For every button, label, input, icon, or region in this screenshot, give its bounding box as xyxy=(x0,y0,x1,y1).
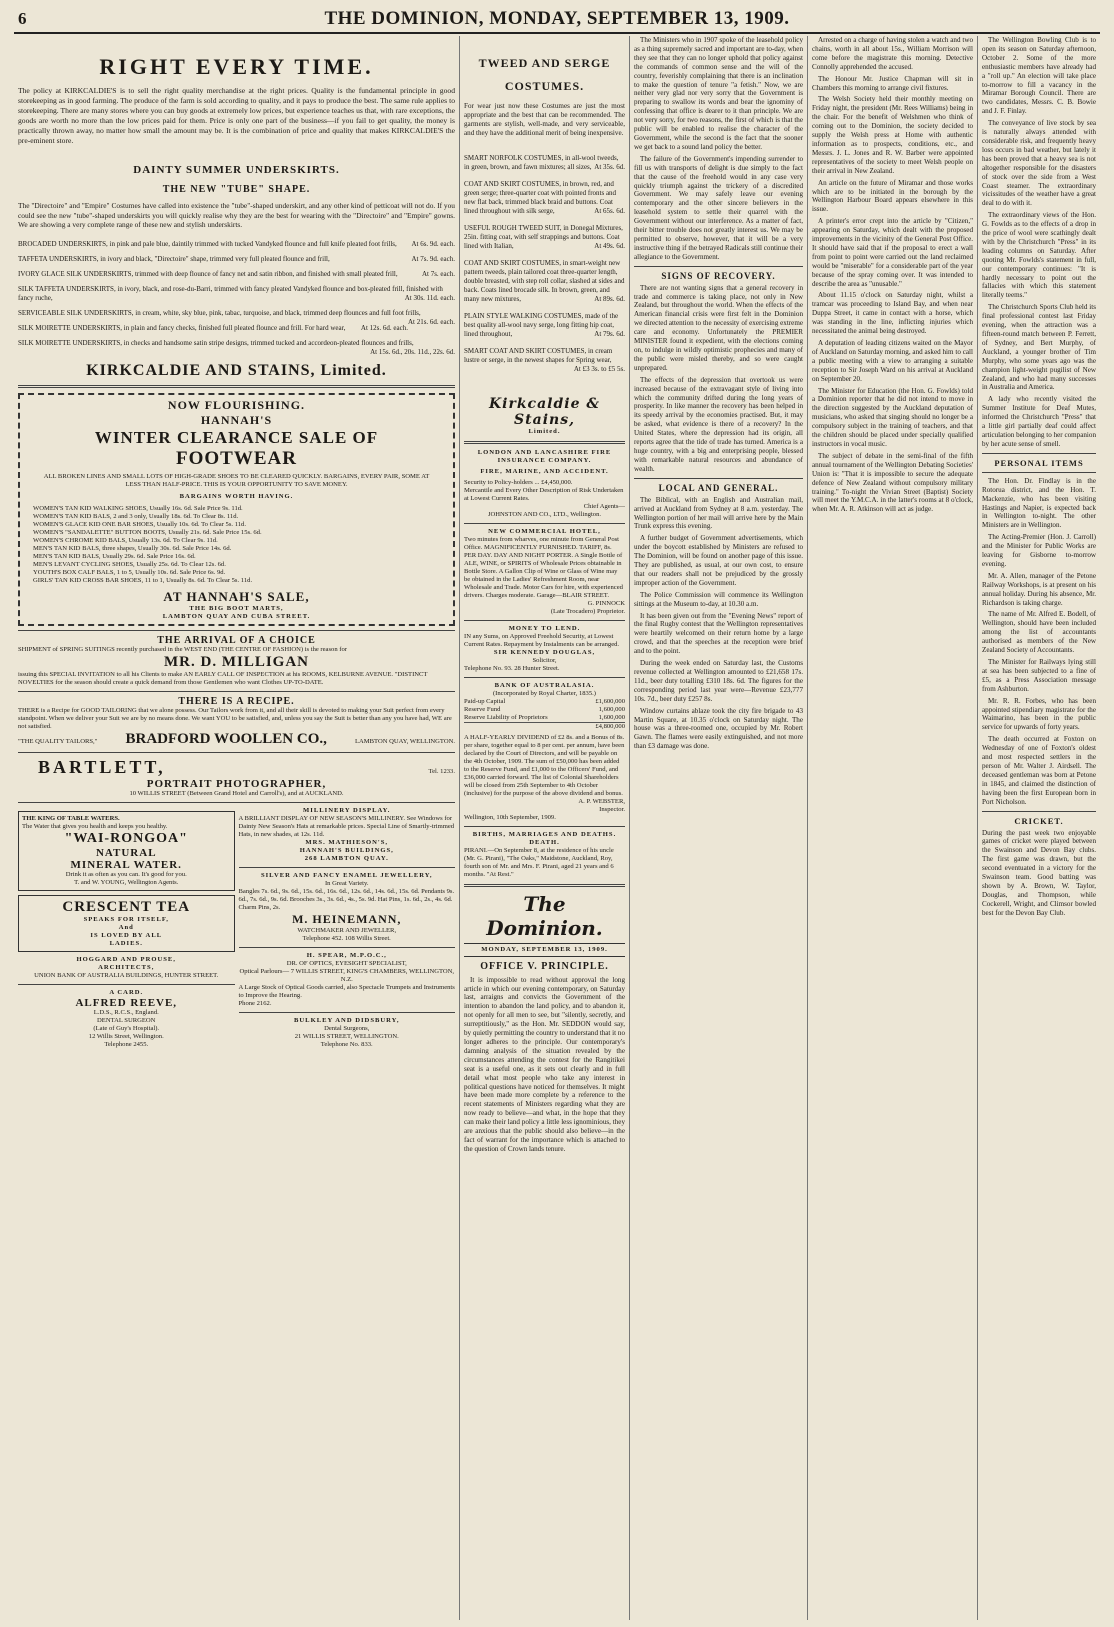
bargain-line: WOMEN'S TAN KID WALKING SHOES, Usually 16s. 6d. Sale Price 9s. 11d. xyxy=(33,504,243,512)
london-lancashire-ad: LONDON AND LANCASHIRE FIRE INSURANCE COMPANY. FIRE, MARINE, AND ACCIDENT. Security to Policy-holders ... £4,450,000. Mercantile and Every Other Description of Risk Undertaken at Lowest Current Rates. Chief Agents— JOHNSTON AND CO., LTD., Wellington. xyxy=(464,448,625,518)
bargain-line: MEN'S TAN KID BALS, Usually 29s. 6d. Sale Price 16s. 6d. xyxy=(33,552,196,560)
milligan-ad: THE ARRIVAL OF A CHOICE SHIPMENT of SPRING SUITINGS recently purchased in the WEST END (THE CENTRE OF FASHION) is the reason for MR. D. MILLIGAN issuing this SPECIAL INVITATION to all his Clients to make AN EARLY CALL OF INSPECTION at his ROOMS, KELBURNE AVENUE. "DISTINCT NOVELTIES for the season should create a quick demand from those Gentlemen who want Clothes UP-TO-DATE. xyxy=(18,634,428,686)
money-to-lend-ad: MONEY TO LEND. IN any Sums, on Approved Freehold Security, at Lowest Current Rates. Repayment by Instalments can be arranged. SIR KENNEDY DOUGLAS, Solicitor, Telephone No. 93. 28 Hunter Street. xyxy=(464,624,620,672)
hoggard-ad: HOGGARD AND PROUSE, ARCHITECTS, UNION BANK OF AUSTRALIA BUILDINGS, HUNTER STREET. xyxy=(34,955,219,979)
tweed-heading: TWEED AND SERGE xyxy=(478,56,611,70)
underskirt-item: BROCADED UNDERSKIRTS, in pink and pale blue, daintily trimmed with tucked Vandyked flounce and full knife pleated foot frills, At 6s. 9d. each. xyxy=(18,239,455,248)
dominion-masthead: The Dominion. xyxy=(486,891,603,940)
bargain-line: WOMEN'S "SANDALETTE" BUTTON BOOTS, Usually 21s. 6d. Sale Price 15s. 6d. xyxy=(33,528,262,536)
costume-item: SMART COAT AND SKIRT COSTUMES, in cream lustre or serge, in the newest shapes for Spring wear, At £3 3s. to £5 5s. xyxy=(464,346,625,373)
costume-item: USEFUL ROUGH TWEED SUIT, in Donegal Mixtures, 25in. fitting coat, with self strappings and buttons. Coat lined with Italian, At 49s. 6d. xyxy=(464,223,625,250)
hannah-sale-ad: NOW FLOURISHING. HANNAH'S WINTER CLEARANCE SALE OF FOOTWEAR ALL BROKEN LINES AND SMALL LOTS OF HIGH-GRADE SHOES TO BE CLEARED QUICKLY. BARGAINS, EVERY PAIR, SOME AT LESS THAN HALF-PRICE. THIS IS YOUR OPPORTUNITY TO SAVE MONEY. BARGAINS WORTH HAVING. WOMEN'S TAN KID WALKING SHOES, Usually 16s. 6d. Sale Price 9s. 11d. WOMEN'S TAN KID BALS, 2 and 3 only, Usually 18s. 6d. To Clear 8s. 11d. WOMEN'S GLACE KID ONE BAR SHOES, Usually 10s. 6d. To Clear 5s. 11d. WOMEN'S "SANDALETTE" BUTTON BOOTS, Usually 21s. 6d. Sale Price 15s. 6d. WOMEN'S CHROME KID BALS, Usually 13s. 6d. To Clear 9s. 11d. MEN'S TAN KID BALS, three shapes, Usually 30s. 6d. Sale Price 14s. 6d. MEN'S TAN KID BALS, Usually 29s. 6d. Sale Price 16s. 6d. MEN'S LEVANT CYCLING SHOES, Usually 25s. 6d. To Clear 12s. 6d. YOUTH'S BOX CALF BALS, 1 to 5, Usually 10s. 6d. Sale Price 6s. 9d. GIRLS' TAN KID CROSS BAR SHOES, 11 to 1, Usually 8s. 6d. To Clear 5s. 11d. AT HANNAH'S SALE, THE BIG BOOT MARTS, LAMBTON QUAY AND CUBA STREET. xyxy=(18,393,455,626)
underskirt-list xyxy=(18,239,455,356)
page-number: 6 xyxy=(18,9,27,28)
bargain-line: MEN'S LEVANT CYCLING SHOES, Usually 25s. 6d. To Clear 12s. 6d. xyxy=(33,560,226,568)
column-5 xyxy=(978,36,1100,1620)
bargain-line: GIRLS' TAN KID CROSS BAR SHOES, 11 to 1, Usually 8s. 6d. To Clear 5s. 11d. xyxy=(33,576,253,584)
column-3 xyxy=(630,36,808,1620)
costume-item: PLAIN STYLE WALKING COSTUMES, made of the best quality all-wool navy serge, long fitting hip coat, lined throughout, At 79s. 6d. xyxy=(464,311,625,338)
personal-items-heading: PERSONAL ITEMS xyxy=(994,457,1084,468)
bowling-club-item: The Wellington Bowling Club is to open its season on Saturday afternoon, October 2. Some of the more enthusiastic members have already had a "roll up." An election will take place to-morrow to fill a vacancy in the Miramar Borough Council. There are two candidates, Messrs. C. B. Bowie and J. F. Finlay. The conveyance of live stock by sea is naturally always attended with considerable risk, and frequently heavy loss occurs in bad weather, but lately it has been proved that a heavy sea is not altogether responsible for the disasters of stock over the side from a West Coast steamer. The extraordinary vicissitudes of the weather have a great deal to do with it. The extraordinary views of the Hon. G. Fowlds as to the effects of a drop in the price of wool were scathingly dealt with by the Christchurch "Press" in its leading columns on Saturday. After quoting Mr. Fowlds's statement in full, our contemporary continues: "It is hardly necessary to point out the fallacies with which this statement literally teems." The Christchurch Sports Club held its final professional contest last Friday evening, when the attraction was a fifteen-round match between P. Ferrett, of Sydney, and Bert Murphy, of Auckland, a younger brother of Tim Murphy, who some years ago was the champion light-weight pugilist of New Zealand, and who had many successes in Australia and America. A lady who recently visited the Summer Institute for Deaf Mutes, informed the Christchurch "Press" that a little girl partially deaf could affect articulation belonging to her companion by her acute sense of smell. xyxy=(982,36,1096,448)
costume-item: COAT AND SKIRT COSTUMES, in smart-weight new pattern tweeds, plain tailored coat three-quarter length, double breasted, with step roll collar, slashed at sides and back. Coats lined brocade silk. In brown, green, and many new mixtures, At 89s. 6d. xyxy=(464,258,625,303)
bank-row: Paid-up Capital £1,600,000 xyxy=(464,697,625,705)
tweed-intro: For wear just now these Costumes are just the most appropriate and the best that can be recommended. The garments are stylish, well-made, and very serviceable, and they have the additional merit of being inexpensive. xyxy=(464,102,625,137)
signs-recovery-heading: SIGNS OF RECOVERY. xyxy=(661,270,776,281)
local-general-text: The Biblical, with an English and Australian mail, arrived at Auckland from Sydney at 8 a.m. yesterday. The Wellington portion of her mail will arrive here by the Main Trunk express this evening. A further budget of Government advertisements, which under the boycott established by Ministers are refused to The Dominion, will be found on another page of this issue. They are published, as usual, at our own cost, to ensure that our readers shall not be prejudiced by the grossly improper action of the Government. The Police Commission will commence its Wellington sittings at the Museum to-day, at 10.30 a.m. It has been given out from the "Evening News" report of the final Rugby contest that the Wellington representatives were heartily welcomed on their return home by a large crowd, and that the speeches at the reception were brief and to the point. During the week ended on Saturday last, the Customs revenue collected at Wellington amounted to £21,658 17s. 11d., beer duty totalling £310 18s. 6d. The figures for the corresponding period last year were—Revenue £23,777 10s. 7d., beer duty £257 8s. Window curtains ablaze took the city fire brigade to 43 Martin Square, at 10.35 o'clock on Saturday night. The house was a three-roomed one, occupied by Mr. Robert Gawn. The flames were easily extinguished, and not more than £3 damage was done. xyxy=(634,495,803,751)
column-2 xyxy=(460,36,630,1620)
kirkcaldie-footer: KIRKCALDIE AND STAINS, Limited. xyxy=(86,361,387,379)
column-1 xyxy=(14,36,460,1620)
bargain-line: WOMEN'S GLACE KID ONE BAR SHOES, Usually 10s. 6d. To Clear 5s. 11d. xyxy=(33,520,247,528)
underskirt-item: SERVICEABLE SILK UNDERSKIRTS, in cream, white, sky blue, pink, tabac, turquoise, and black, trimmed deep flounces and full foot frills, At 21s. 6d. each. xyxy=(18,308,455,326)
heinemann-ad: SILVER AND FANCY ENAMEL JEWELLERY, In Great Variety. Bangles 7s. 6d., 9s. 6d., 15s. 6d., 16s. 6d., 12s. 6d., 14s. 6d., 15s. 6d. Pendants 9s. 6d., 7s. 6d., 9s. 6d. Brooches 3s., 3s. 6d., 4s., 5s. 9d. Hat Pins, 1s. 6d., 2s., 4s. 6d. Charm Pins, 2s. M. HEINEMANN, WATCHMAKER AND JEWELLER, Telephone 452. 108 Willis Street. xyxy=(238,871,455,942)
costume-list xyxy=(464,154,625,374)
local-general-heading: LOCAL AND GENERAL. xyxy=(658,482,779,493)
births-deaths: BIRTHS, MARRIAGES AND DEATHS. DEATH. PIRANI.—On September 8, at the residence of his uncle (Mr. G. Pirani), "The Oaks," Maidstone, Auckland, Roy, fourth son of Mr. and Mrs. F. Pirani, aged 21 years and 6 months. "At Rest." xyxy=(464,830,617,878)
bargain-line: YOUTH'S BOX CALF BALS, 1 to 5, Usually 10s. 6d. Sale Price 6s. 9d. xyxy=(33,568,226,576)
signs-recovery-text: There are not wanting signs that a general recovery in trade and commerce is taking place, not only in New Zealand, but throughout the world. When the effects of the American financial crisis were first felt in the Dominion we directed attention to the necessity of exercising extreme care and economy. Unfortunately the PREMIER MINISTER found it expedient, with the elections coming on, to indulge in wildly optimistic prophecies and many of the public were misled thereby, and so were caught unprepared. The effects of the depression that overtook us were increased because of the extravagant style of living into which the community drifted during the long years of prosperity. In like manner the recovery has been helped in its speedy arrival by the economies practised. But, it may be asked, what evidence is there of a recovery? In the United States, where the depression had its origin, all reports agree that the tide of trade has turned. America is a huge country, with a big and enterprising people, blessed with remarkable natural resources and abundance of wealth. xyxy=(634,283,803,473)
newspaper-title: THE DOMINION, MONDAY, SEPTEMBER 13, 1909. xyxy=(324,8,790,29)
costume-item: SMART NORFOLK COSTUMES, in all-wool tweeds, in green, brown, and fawn mixtures; all sizes, At 35s. 6d. xyxy=(464,153,625,171)
underskirt-item: SILK MOIRETTE UNDERSKIRTS, in checks and handsome satin stripe designs, trimmed tucked and accordeon-pleated flounces and frills, At 15s. 6d., 20s. 11d., 22s. 6d. xyxy=(18,338,455,356)
recipe-ad: THERE IS A RECIPE. THERE is a Recipe for GOOD TAILORING that we alone possess. Our Tailors work from it, and all their skill is devoted to making your Suit perfect from every standpoint. When we deliver your Suit we are by no means done. We want YOU to be satisfied, and, unless you say the Suit is better than any you have had, WE are not satisfied. "THE QUALITY TAILORS," BRADFORD WOOLLEN CO., LAMBTON QUAY, WELLINGTON. xyxy=(18,695,455,747)
spear-ad: H. SPEAR, M.P.O.C., DR. OF OPTICS, EYESIGHT SPECIALIST, Optical Parlours— 7 WILLIS STREET, KING'S CHAMBERS, WELLINGTON, N.Z. A Large Stock of Optical Goods carried, also Spectacle Trumpets and Instruments to Improve the Hearing. Phone 2162. xyxy=(238,951,455,1007)
tube-shape-heading: THE NEW "TUBE" SHAPE. xyxy=(162,184,311,195)
bank-row: Reserve Fund 1,600,000 xyxy=(464,705,625,713)
office-principle-heading: OFFICE V. PRINCIPLE. xyxy=(480,960,609,972)
masthead xyxy=(14,6,1100,34)
cricket-heading: CRICKET. xyxy=(1014,815,1064,826)
right-every-time-text: The policy at KIRKCALDIE'S is to sell the right quality merchandise at the right prices. Quality is the fundamental principle in good storekeeping as in good farming. The produce of the farm is sold according to quality, and it pays to produce the best. The same rule applies to storekeeping. There are many stores where you can buy goods at extremely low prices, but experience teaches us that, with rare exceptions, the goods are worth no more than the low prices paid for them. Price is only one part of the business—if you fail to get quality, the money is practically thrown away, no matter how small the amount may be. It is the combination of price and quality that makes KIRKCALDIE'S the pre-eminent store. xyxy=(18,86,455,145)
bargain-line: WOMEN'S TAN KID BALS, 2 and 3 only, Usually 18s. 6d. To Clear 8s. 11d. xyxy=(33,512,239,520)
commercial-hotel-ad: NEW COMMERCIAL HOTEL, Two minutes from wharves, one minute from General Post Office. MAGNIFICENTLY FURNISHED. TARIFF, 8s. PER DAY. DAY AND NIGHT PORTER. A Single Bottle of ALE, WINE, or SPIRITS of Wholesale Prices obtainable in Bottle Store. A Gallon Clip of Wine or Glass of Wine may be obtained in the Ladies' Refreshment Room, near Wholesale and Trade. Motor Cars for hire, with experienced drivers. Charges moderate. Garage—BLAIR STREET. G. PINNOCK (Late Trocadero) Proprietor. xyxy=(464,527,625,615)
bank-row: Reserve Liability of Proprietors 1,600,000 xyxy=(464,713,625,721)
personal-items-text: The Hon. Dr. Findlay is in the Rotorua district, and the Hon. T. Mackenzie, who has been visiting Hastings and Napier, is expected back in Wellington to-night. The other Ministers are in Wellington. The Acting-Premier (Hon. J. Carroll) and the Minister for Public Works are leaving for Gisborne to-morrow evening. Mr. A. Allen, manager of the Petone Railway Workshops, is at present on his annual holiday. During his absence, Mr. Richardson is taking charge. The name of Mr. Alfred E. Bodell, of Wellington, should have been included among the list of accountants authorised as members of the New Zealand Society of Accountants. The Minister for Railways lying still at sea has been subjected to a fine of £5, as a Press Association message from Ashburton. Mr. R. R. Forbes, who has been appointed stipendiary magistrate for the Waimarino, has been in the public service for upwards of forty years. The death occurred at Foxton on Wednesday of one of Foxton's oldest and most respected settlers in the person of Mr. Walter J. Airdsell. The deceased gentleman was born at Petone in 1845, and claimed the distinction of having been the first European born in Port Nicholson. xyxy=(982,476,1096,806)
wai-rongoa-ad: THE KING OF TABLE WATERS. The Water that gives you health and keeps you healthy. "WAI-RONGOA" NATURAL MINERAL WATER. Drink it as often as you can. It's good for you. T. and W. YOUNG, Wellington Agents. xyxy=(18,811,235,891)
millinery-ad: MILLINERY DISPLAY. A BRILLIANT DISPLAY OF NEW SEASON'S MILLINERY. See Windows for Dainty New Season's Hats at remarkable prices. Special Line of Smartly-trimmed Hats, in new shades, at 12s. 11d. MRS. MATHIESON'S, HANNAH'S BUILDINGS, 268 LAMBTON QUAY. xyxy=(238,806,455,862)
bartlett-ad: BARTLETT, Tel. 1233. PORTRAIT PHOTOGRAPHER, 10 WILLIS STREET (Between Grand Hotel and Carroll's), and at AUCKLAND. xyxy=(38,756,455,797)
underskirt-item: TAFFETA UNDERSKIRTS, in ivory and black, "Directoire" shape, trimmed very full pleated flounce and frill, At 7s. 9d. each. xyxy=(18,254,455,263)
dominion-date: MONDAY, SEPTEMBER 13, 1909. xyxy=(464,943,625,957)
crescent-tea-ad: CRESCENT TEA SPEAKS FOR ITSELF, And IS LOVED BY ALL LADIES. xyxy=(18,895,235,952)
underskirt-item: IVORY GLACE SILK UNDERSKIRTS, trimmed with deep flounce of fancy net and satin ribbon, and finished with small pleated frill, At 7s. each. xyxy=(18,269,455,278)
bulkley-ad: BULKLEY AND DIDSBURY, Dental Surgeons, 21 WILLIS STREET, WELLINGTON. Telephone No. 833. xyxy=(294,1016,400,1048)
kirkcaldie-limited: Limited. xyxy=(528,427,561,435)
bargain-line: WOMEN'S CHROME KID BALS, Usually 13s. 6d. To Clear 9s. 11d. xyxy=(33,536,218,544)
bank-australasia-ad: BANK OF AUSTRALASIA. (Incorporated by Royal Charter, 1835.) Paid-up Capital £1,600,000 Reserve Fund 1,600,000 Reserve Liability of Proprietors 1,600,000 £4,800,000 A HALF-YEARLY DIVIDEND of £2 8s. and a Bonus of 8s. per share, together equal to 8 per cent. per annum, have been declared by the Court of Directors, and will be payable on the 4th October, 1909. The sum of £50,000 has been added to the Reserve Fund, and £1,000 to the Officers' Fund, and £36,000 carried forward. The list of Colonial Shareholders will be closed from 25th September to 4th October (inclusive) for the purpose of the above dividend and bonus. A. P. WEBSTER, Inspector. Wellington, 10th September, 1909. xyxy=(464,681,625,821)
reeve-ad: A CARD. ALFRED REEVE, L.D.S., R.C.S., England. DENTAL SURGEON (Late of Guy's Hospital). 12 Willis Street, Wellington. Telephone 2455. xyxy=(75,988,178,1048)
tweed-heading-2: COSTUMES. xyxy=(504,79,585,93)
bargain-line: MEN'S TAN KID BALS, three shapes, Usually 30s. 6d. Sale Price 14s. 6d. xyxy=(33,544,232,552)
underskirt-item: SILK MOIRETTE UNDERSKIRTS, in plain and fancy checks, finished full pleated flounce and frill. For hard wear, At 12s. 6d. each. xyxy=(18,323,408,332)
column-4 xyxy=(808,36,978,1620)
editorial-continued: The Ministers who in 1907 spoke of the leasehold policy as a thing supremely sacred and important are to-day, when they see that they can no longer uphold that policy against the commands of common sense and the will of the country, feverishly complaining that there is an inclination to make the question of tenure "a fetish." Now, we are neither very glad nor very sorry that the Government is preparing to swallow its words and bear the ignominy of confessing that office is dearer to it than principle. We are not very sorry, for two reasons, the first of which is that the public will be enabled to realise the character of the Government, while the second is the fact that the sooner we get back to a sound land policy the better. The failure of the Government's impending surrender to fill us with transports of delight is due simply to the fact that the cause of the freehold would in any case very quickly triumph against the trickery of a discredited Government. We may safely leave our evening contemporary and the other sincere believers in the leasehold system to settle their quarrel with the Government without our interference. As a matter of fact, their bitter trouble does not greatly interest us. We may be permitted to observe, however, that it will be a very instructive thing if the betrayed Radicals still continue their allegiance to the Government. xyxy=(634,36,803,261)
underskirts-heading: DAINTY SUMMER UNDERSKIRTS. xyxy=(133,164,340,176)
tube-shape-text: The "Directoire" and "Empire" Costumes have called into existence the "tube"-shaped underskirt, and any other kind of petticoat will not do. If you could see the new "tube"-shaped underskirts you will quickly realise why they are the best for wearing with the "Directoire" and "Empire" gowns. We are showing a very complete range of these new and stylish underskirts. xyxy=(18,201,455,230)
office-principle-text: It is impossible to read without approval the long article in which our evening contemporary, on Saturday last, arraigns and convicts the Government of the intention to abandon the land policy, and to abandon it, not openly for all men to see, but "silently, secretly, and surreptitiously," as the Hon. Mr. SEDDON would say, by quietly permitting the country to understand that it no longer adheres to the principle. Our contemporary's damning analysis of the situation revealed by the circumstances attending the contest for the Rangitikei seat is a useful one, as it sets out clearly and in full detail what most people who take any interest in political questions have noticed for themselves. It might have been made more complete by a reference to the recent statements of Ministers regarding what they are now ready to believe—and what, in the hope that they can make their land policy a little less ignominious, they are anxious that the public should also believe—in the fact of warrant for the importance which is attached to the question of Crown lands tenure. xyxy=(464,975,625,1153)
costume-item: COAT AND SKIRT COSTUMES, in brown, red, and green serge; three-quarter coat with pointed fronts and new flat back, trimmed black braid and buttons. Coat lined throughout with silk serge, At 65s. 6d. xyxy=(464,179,625,215)
cricket-text: During the past week two enjoyable games of cricket were played between the Swainson and Devon Bay clubs. The first game was drawn, but the second eventuated in a victory for the Swainson team. Good batting was shown by A. Brown, W. Taylor, Douglas, and Thompson, while Cockerell, Wright, and Climsor bowled best for the Devon Bay Club. xyxy=(982,828,1096,917)
underskirt-item: SILK TAFFETA UNDERSKIRTS, in ivory, black, and rose-du-Barri, trimmed with fancy pleated Vandyked flounce and box-pleated frill, finished with fancy ruche, At 30s. 11d. each. xyxy=(18,284,455,302)
right-every-time-heading: RIGHT EVERY TIME. xyxy=(99,54,374,79)
news-items: Arrested on a charge of having stolen a watch and two chains, worth in all about 15s., William Morrison will come before the magistrate this morning. Detective Connolly apprehended the accused. The Honour Mr. Justice Chapman will sit in Chambers this morning to arrange civil fixtures. The Welsh Society held their monthly meeting on Friday night, the president (Mr. Rees Williams) being in the chair. For the benefit of Welshmen who think of coming out to the Dominion, the society decided to supply the Welsh press at Home with authentic information as to prospects, conditions, etc., and Messrs. J. L. Jones and R. W. Barber were appointed representatives of the society to meet Welsh people on their arrival in New Zealand. An article on the future of Miramar and those works which are to be initiated in the borough by the Wellington Harbour Board appears elsewhere in this issue. A printer's error crept into the article by "Citizen," appearing on Saturday, which dealt with the proposed improvements in the vicinity of the General Post Office. It should have said that if the proposal to erect a wall from point to point were carried out the land reclaimed would be "miserable" for a considerable part of the year because of the spray coming over. It was intended to describe the area as "unusable." About 11.15 o'clock on Saturday night, whilst a tramcar was proceeding to Island Bay, and when near Duppa Street, it came in contact with a horse, which was standing in the line, inflicting injuries which necessitated the animal being destroyed. A deputation of leading citizens waited on the Mayor of Auckland on Saturday morning, and asked him to call a public meeting with a view to arranging a suitable reception to Sir Joseph Ward on his arrival at Auckland on September 20. The Minister for Education (the Hon. G. Fowlds) told a Dominion reporter that he did not intend to move in the direction suggested by the Auckland deputation of musicians, who asked that singing should no longer be a compulsory subject in the training of teachers, and that the children should be placed under specially qualified instructors in vocal music. The subject of debate in the semi-final of the fifth annual tournament of the Wellington Debating Societies' Union is: "That it is impossible to secure the adequate defence of New Zealand without compulsory military training." To-night the Vivian Street (Baptist) Society will meet the Y.M.C.A. in the latter's rooms at 8 o'clock, when Mr. A. R. Atkinson will act as judge. xyxy=(812,36,973,514)
kirkcaldie-signature: Kirkcaldie & Stains, xyxy=(488,395,600,428)
